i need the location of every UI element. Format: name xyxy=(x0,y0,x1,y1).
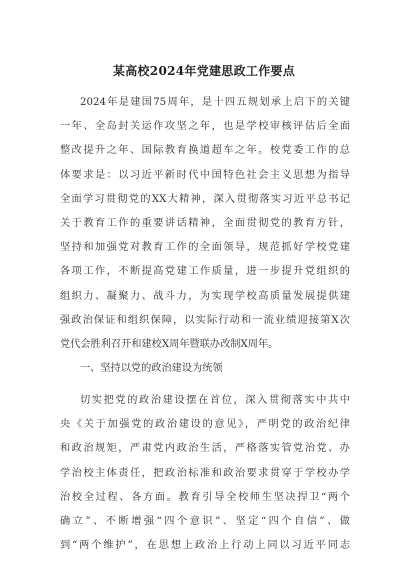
text-line: 坚持和加强党对教育工作的全面领导，规范抓好学校党建 xyxy=(60,242,350,254)
text-line: 全面学习贯彻党的XX大精神，深入贯彻落实习近平总书记 xyxy=(60,193,350,205)
text-line: 确立”、不断增强“四个意识”、坚定“四个自信”、做 xyxy=(60,515,350,527)
text-line: 治校全过程、各方面。教育引导全校师生坚决捍卫“两个 xyxy=(60,491,350,503)
text-line: 整改提升之年、国际教育换道超车之年。校党委工作的总 xyxy=(60,145,350,157)
text-line: 关于教育工作的重要讲话精神，全面贯彻党的教育方针， xyxy=(60,217,350,229)
document-title: 某高校2024年党建思政工作要点 xyxy=(112,64,296,78)
text-line: 和政治规矩，严肃党内政治生活，严格落实管党治党、办 xyxy=(60,443,350,455)
text-line: 各项工作，不断提高党建工作质量，进一步提升党组织的 xyxy=(60,266,350,278)
text-line: 到“两个维护”，在思想上政治上行动上同以习近平同志 xyxy=(60,540,350,552)
text-line: 央《关于加强党的政治建设的意见》，严明党的政治纪律 xyxy=(60,419,350,431)
text-line: 党代会胜利召开和建校X周年暨联办改制X周年。 xyxy=(60,338,279,350)
text-line: 2024年是建国75周年，是十四五规划承上启下的关键 xyxy=(80,97,350,108)
paragraph-political xyxy=(60,389,350,558)
text-line: 强政治保证和组织保障，以实际行动和一流业绩迎接第X次 xyxy=(60,314,350,326)
section-heading: 一、坚持以党的政治建设为统领 xyxy=(80,363,223,375)
text-line: 组织力、凝聚力、战斗力，为实现学校高质量发展提供建 xyxy=(60,290,350,302)
section-heading-block xyxy=(60,357,350,381)
text-line: 体要求是：以习近平新时代中国特色社会主义思想为指导 xyxy=(60,169,350,181)
text-line: 学治校主体责任，把政治标准和政治要求贯穿于学校办学 xyxy=(60,467,350,479)
text-line: 切实把党的政治建设摆在首位，深入贯彻落实中共中 xyxy=(80,395,350,406)
paragraph-intro xyxy=(60,91,350,357)
text-line: 一年、全岛封关运作攻坚之年，也是学校审核评估后全面 xyxy=(60,121,350,133)
